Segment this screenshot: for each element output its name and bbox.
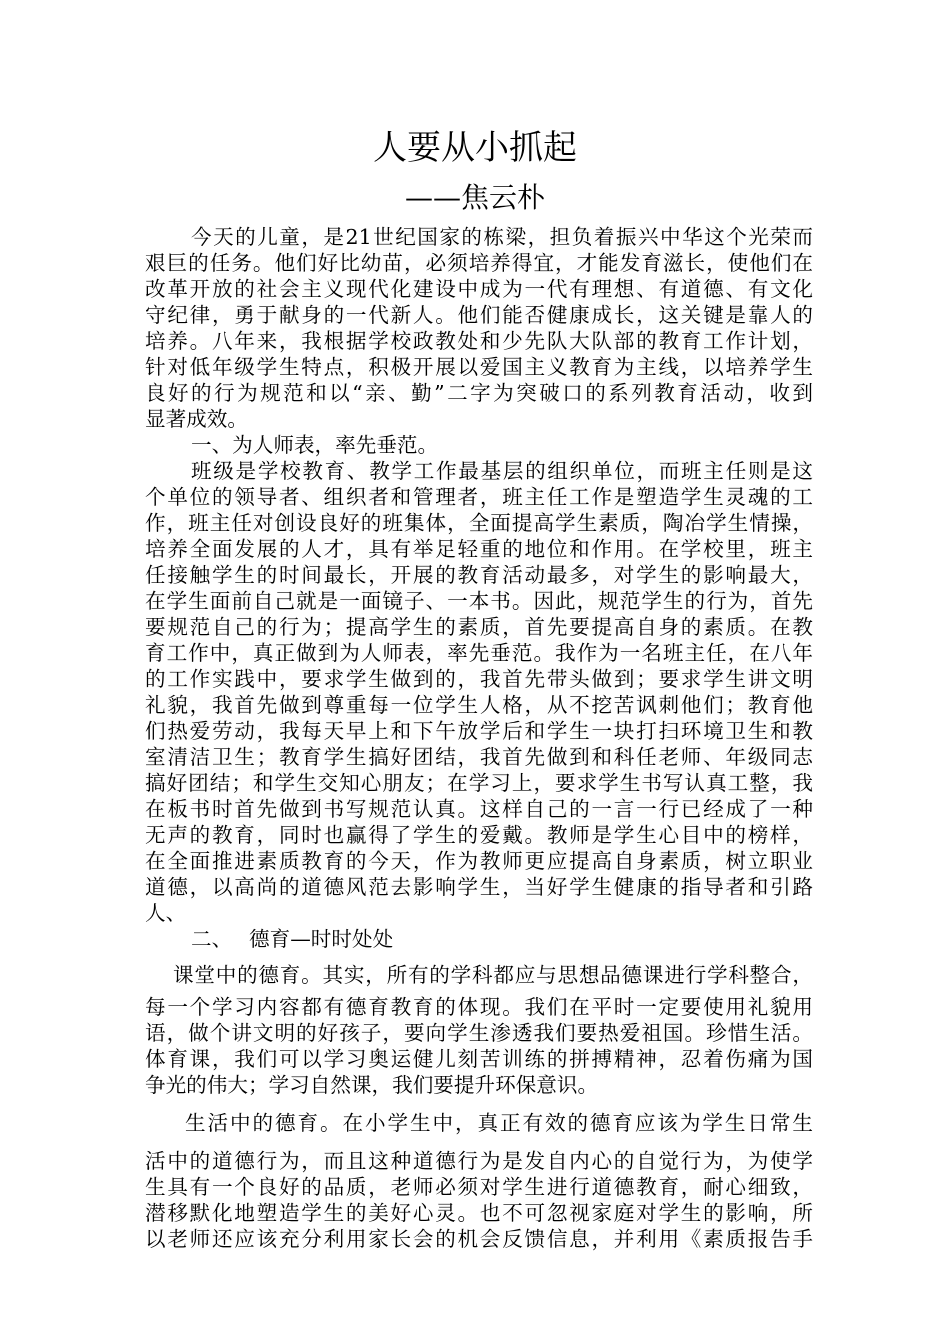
body-text-line: 一、为人师表，率先垂范。	[191, 433, 439, 457]
body-text-line: 针对低年级学生特点，积极开展以爱国主义教育为主线，以培养学生	[145, 355, 813, 379]
body-text-line: 每一个学习内容都有德育教育的体现。我们在平时一定要使用礼貌用	[145, 995, 813, 1019]
body-text-line: 们热爱劳动，我每天早上和下午放学后和学生一块打扫环境卫生和教	[145, 719, 813, 743]
body-text-line: 任接触学生的时间最长，开展的教育活动最多，对学生的影响最大，	[145, 563, 813, 587]
body-text-line: 搞好团结；和学生交知心朋友；在学习上，要求学生书写认真工整，我	[145, 771, 813, 795]
document-author-line: ——焦云朴	[404, 181, 545, 214]
body-text-line: 体育课，我们可以学习奥运健儿刻苦训练的拼搏精神，忍着伤痛为国	[145, 1047, 813, 1071]
body-text-line: 课堂中的德育。其实，所有的学科都应与思想品德课进行学科整合，	[173, 963, 813, 987]
body-text-line: 在板书时首先做到书写规范认真。这样自己的一言一行已经成了一种	[145, 797, 813, 821]
body-text-line: 要规范自己的行为；提高学生的素质，首先要提高自身的素质。在教	[145, 615, 813, 639]
body-text-line: 活中的道德行为，而且这种道德行为是发自内心的自觉行为，为使学	[145, 1149, 813, 1173]
body-text-line: 培养全面发展的人才，具有举足轻重的地位和作用。在学校里，班主	[145, 537, 813, 561]
body-text-line: 礼貌，我首先做到尊重每一位学生人格，从不挖苦讽刺他们；教育他	[145, 693, 813, 717]
body-text-line: 生具有一个良好的品质，老师必须对学生进行道德教育，耐心细致，	[145, 1175, 813, 1199]
body-text-line: 艰巨的任务。他们好比幼苗，必须培养得宜，才能发育滋长，使他们在	[145, 251, 813, 275]
body-text-line: 的工作实践中，要求学生做到的，我首先带头做到；要求学生讲文明	[145, 667, 813, 691]
body-text-line: 个单位的领导者、组织者和管理者，班主任工作是塑造学生灵魂的工	[145, 485, 813, 509]
body-text-line: 守纪律，勇于献身的一代新人。他们能否健康成长，这关键是靠人的	[145, 303, 813, 327]
body-text-line: 育工作中，真正做到为人师表，率先垂范。我作为一名班主任，在八年	[145, 641, 813, 665]
body-text-line: 生活中的德育。在小学生中，真正有效的德育应该为学生日常生	[185, 1111, 813, 1135]
body-text-line: 培养。八年来，我根据学校政教处和少先队大队部的教育工作计划，	[145, 329, 813, 353]
document-title: 人要从小抓起	[373, 128, 577, 168]
body-text-line: 争光的伟大；学习自然课，我们要提升环保意识。	[145, 1073, 599, 1097]
body-text-line: 显著成效。	[145, 407, 248, 431]
body-text-line: 作，班主任对创设良好的班集体，全面提高学生素质，陶冶学生情操，	[145, 511, 813, 535]
body-text-line: 潜移默化地塑造学生的美好心灵。也不可忽视家庭对学生的影响，所	[145, 1201, 813, 1225]
body-text-line: 今天的儿童，是21世纪国家的栋梁，担负着振兴中华这个光荣而	[191, 225, 813, 249]
body-text-line: 良好的行为规范和以“亲、勤”二字为突破口的系列教育活动，收到	[145, 381, 813, 405]
body-text-line: 无声的教育，同时也赢得了学生的爱戴。教师是学生心目中的榜样，	[145, 823, 813, 847]
body-text-line: 人、	[145, 901, 187, 925]
body-text-line: 在全面推进素质教育的今天，作为教师更应提高自身素质，树立职业	[145, 849, 813, 873]
body-text-line: 以老师还应该充分利用家长会的机会反馈信息，并利用《素质报告手	[145, 1227, 813, 1251]
body-text-line: 语，做个讲文明的好孩子，要向学生渗透我们要热爱祖国。珍惜生活。	[145, 1021, 813, 1045]
body-text-line: 班级是学校教育、教学工作最基层的组织单位，而班主任则是这	[191, 459, 813, 483]
body-text-line: 改革开放的社会主义现代化建设中成为一代有理想、有道德、有文化	[145, 277, 813, 301]
body-text-line: 二、 德育—时时处处	[191, 927, 394, 951]
body-text-line: 在学生面前自己就是一面镜子、一本书。因此，规范学生的行为，首先	[145, 589, 813, 613]
body-text-line: 室清洁卫生；教育学生搞好团结，我首先做到和科任老师、年级同志	[145, 745, 813, 769]
body-text-line: 道德，以高尚的道德风范去影响学生，当好学生健康的指导者和引路	[145, 875, 813, 899]
